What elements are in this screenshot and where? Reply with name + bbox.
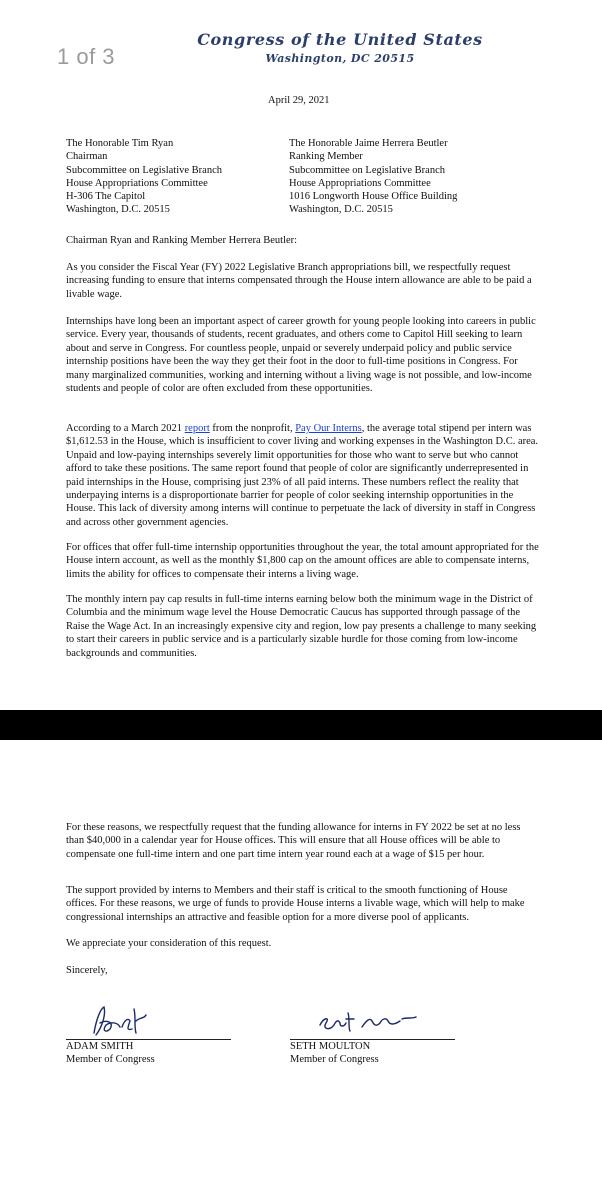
recipient-line: Ranking Member <box>289 151 363 163</box>
recipient-line: H-306 The Capitol <box>66 191 146 203</box>
letterhead <box>140 30 540 65</box>
recipient-line: Washington, D.C. 20515 <box>66 204 170 216</box>
recipient-line: The Honorable Jaime Herrera Beutler <box>289 138 448 149</box>
salutation: Chairman Ryan and Ranking Member Herrera Beutler: <box>66 235 298 246</box>
page-indicator: 1 of 3 <box>57 44 116 69</box>
recipient-line: Subcommittee on Legislative Branch <box>289 164 446 176</box>
recipient-line: Washington, D.C. 20515 <box>289 204 393 216</box>
paragraph-1: As you consider the Fiscal Year (FY) 2022 Legislative Branch appropriations bill, we respectfully request increasing funding to ensure that interns compensated through the House intern allowance are able to be paid a livable wage. <box>66 262 532 300</box>
letterhead-title: Congress of the United States <box>197 30 483 49</box>
signer-name: ADAM SMITH <box>66 1041 134 1052</box>
paragraph-7: The support provided by interns to Members and their staff is critical to the smooth functioning of House offices. For these reasons, we urge of funds to provide House interns a livable wage, which will help to make congressional internships an attractive and feasible option for a more diverse pool of applicants. <box>66 885 525 923</box>
paragraph-3 <box>66 422 540 529</box>
paragraph-6: For these reasons, we respectfully request that the funding allowance for interns in FY 2022 be set at no less than $40,000 in a calendar year for House offices. This will ensure that all House offices will be able to compensate one full-time intern and one part time intern year round each at a wage of $15 per hour. <box>66 822 521 860</box>
paragraph-4: For offices that offer full-time internship opportunities throughout the year, the total amount appropriated for the House intern account, as well as the monthly $1,800 cap on the amount offices are able to compensate interns, limits the ability for offices to compensate their interns a living wage. <box>66 542 539 580</box>
signature-block-left <box>66 1003 231 1067</box>
letterhead-subtitle: Washington, DC 20515 <box>265 52 415 65</box>
signer-title: Member of Congress <box>290 1054 379 1066</box>
recipient-line: The Honorable Tim Ryan <box>66 138 174 149</box>
signer-name: SETH MOULTON <box>290 1041 371 1052</box>
paragraph-8: We appreciate your consideration of this request. <box>66 938 272 949</box>
closing: Sincerely, <box>66 965 108 976</box>
recipient-left <box>66 137 222 217</box>
signature-block-right <box>290 1003 455 1067</box>
signature-seth-moulton <box>290 1003 450 1039</box>
recipient-line: Chairman <box>66 151 108 163</box>
letter-page-2 <box>0 740 602 1200</box>
recipient-line: 1016 Longworth House Office Building <box>289 191 458 203</box>
paragraph-5: The monthly intern pay cap results in full-time interns earning below both the minimum wage in the District of Columbia and the minimum wage level the House Democratic Caucus has supported through passage of the Raise the Wage Act. In an increasingly expensive city and region, low pay presents a challenge to many seeking to start their careers in public service and is a particularly sizable hurdle for those coming from low-income backgrounds and communities. <box>66 594 537 659</box>
letter-date: April 29, 2021 <box>268 95 330 106</box>
paragraph-2: Internships have long been an important aspect of career growth for young people looking into careers in public service. Every year, thousands of students, recent graduates, and others come to Capitol Hill seeking to learn about and serve in Congress. For countless people, unpaid or severely underpaid policy and public service internship positions have been the way they get their foot in the door to full-time positions in Congress. For many marginalized communities, working and interning without a living wage is not possible, and low-income students and people of color are often excluded from these opportunities. <box>66 316 536 395</box>
signer-title: Member of Congress <box>66 1054 155 1066</box>
p3-text: from the nonprofit, <box>209 423 296 434</box>
p3-text: , the average total stipend per intern was $1,612.53 in the House, which is insufficient to cover living and working expenses in the Washington D.C. area. Unpaid and low-paying internships severely limit opportunities for those who want to serve but who cannot afford to take these positions. The same report found that people of color are significantly underrepresented in paid internships in the House, comprising just 23% of all paid interns. These numbers reflect the reality that underpaying interns is a disproportionate barrier for people of color seeking internship opportunities in the House. This lack of diversity among interns will continue to perpetuate the lack of diversity in staff in Congress and across other government agencies. <box>66 423 539 528</box>
recipient-line: House Appropriations Committee <box>289 177 431 189</box>
pay-our-interns-link[interactable]: Pay Our Interns <box>295 423 362 434</box>
signature-adam-smith <box>66 1003 226 1039</box>
p3-text: According to a March 2021 <box>66 423 185 434</box>
recipient-right <box>289 137 457 217</box>
recipient-line: House Appropriations Committee <box>66 177 208 189</box>
report-link[interactable]: report <box>184 423 210 434</box>
recipient-line: Subcommittee on Legislative Branch <box>66 164 223 176</box>
